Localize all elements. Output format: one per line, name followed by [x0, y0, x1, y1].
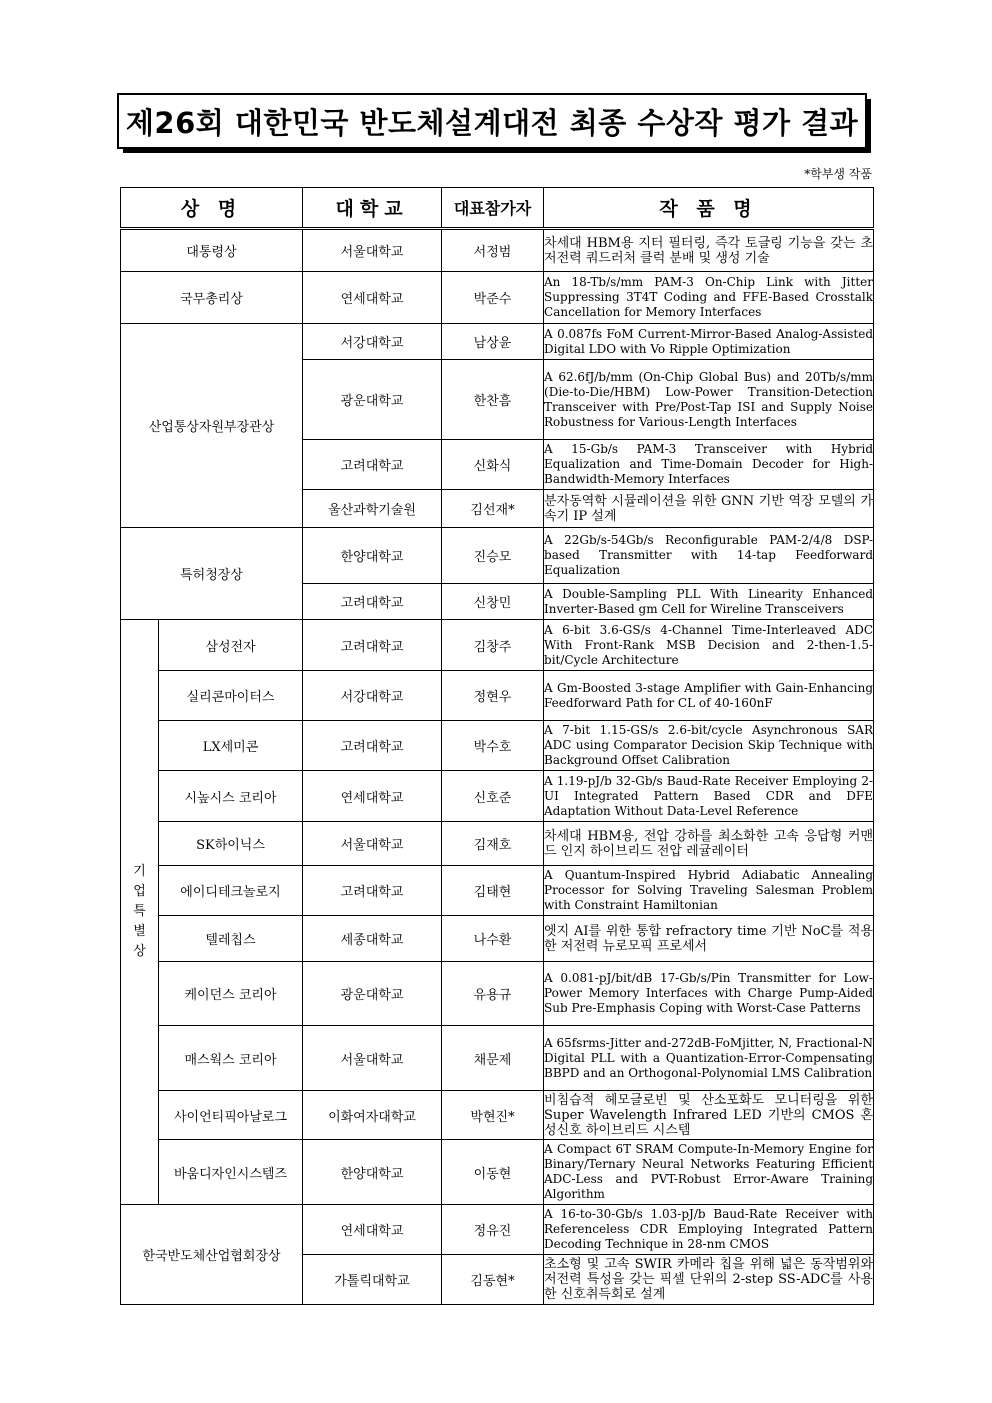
award-cell: 에이디테크놀로지: [159, 866, 303, 916]
representative-cell: 박수호: [442, 721, 544, 771]
representative-cell: 나수환: [442, 916, 544, 962]
representative-cell: 진승모: [442, 528, 544, 584]
header-award: 상 명: [121, 188, 303, 229]
university-cell: 연세대학교: [303, 771, 442, 822]
university-cell: 한양대학교: [303, 528, 442, 584]
work-title-cell: A Compact 6T SRAM Compute-In-Memory Engine for Binary/Ternary Neural Networks Featuring Efficient ADC-Less and PVT-Robust Error-Aware Training Algorithm: [544, 1140, 874, 1205]
table-row: [121, 229, 874, 272]
table-row: [121, 1026, 874, 1091]
work-title-cell: 분자동역학 시뮬레이션을 위한 GNN 기반 역장 모델의 가속기 IP 설계: [544, 490, 874, 528]
work-title-cell: A 6-bit 3.6-GS/s 4-Channel Time-Interleaved ADC With Front-Rank MSB Decision and 2-then-1.5-bit/Cycle Architecture: [544, 620, 874, 671]
group-char: 상: [133, 944, 146, 959]
work-title-cell: A 1.19-pJ/b 32-Gb/s Baud-Rate Receiver Employing 2-UI Integrated Pattern Based CDR and DFE Adaptation Without Data-Level Reference: [544, 771, 874, 822]
university-cell: 서울대학교: [303, 1026, 442, 1091]
university-cell: 연세대학교: [303, 272, 442, 324]
table-row: [121, 822, 874, 866]
award-cell: 산업통상자원부장관상: [121, 324, 303, 528]
representative-cell: 박준수: [442, 272, 544, 324]
award-cell: 특허청장상: [121, 528, 303, 620]
representative-cell: 김선재*: [442, 490, 544, 528]
representative-cell: 이동현: [442, 1140, 544, 1205]
representative-cell: 정현우: [442, 671, 544, 721]
table-row: [121, 1205, 874, 1255]
work-title-cell: 초소형 및 고속 SWIR 카메라 칩을 위해 넓은 동작범위와 저전력 특성을 갖는 픽셀 단위의 2-step SS-ADC를 사용한 신호취득회로 설계: [544, 1255, 874, 1305]
table-row: [121, 1091, 874, 1140]
university-cell: 이화여자대학교: [303, 1091, 442, 1140]
work-title-cell: A 0.081-pJ/bit/dB 17-Gb/s/Pin Transmitter for Low-Power Memory Interfaces with Charge Pump-Aided Sub Pre-Emphasis Coping with Worst-Case Patterns: [544, 962, 874, 1026]
table-row: [121, 620, 874, 671]
work-title-cell: A 0.087fs FoM Current-Mirror-Based Analog-Assisted Digital LDO with Vo Ripple Optimization: [544, 324, 874, 360]
representative-cell: 한찬흠: [442, 360, 544, 440]
table-row: [121, 771, 874, 822]
representative-cell: 남상윤: [442, 324, 544, 360]
representative-cell: 신창민: [442, 584, 544, 620]
header-row: [121, 188, 874, 229]
award-cell: 실리콘마이터스: [159, 671, 303, 721]
title-banner: [117, 93, 869, 151]
university-cell: 서강대학교: [303, 671, 442, 721]
university-cell: 서울대학교: [303, 229, 442, 272]
header-work: 작 품 명: [544, 188, 874, 229]
award-cell: 텔레칩스: [159, 916, 303, 962]
university-cell: 고려대학교: [303, 866, 442, 916]
university-cell: 고려대학교: [303, 620, 442, 671]
work-title-cell: A Double-Sampling PLL With Linearity Enhanced Inverter-Based gm Cell for Wireline Transceivers: [544, 584, 874, 620]
work-title-cell: 비침습적 헤모글로빈 및 산소포화도 모니터링을 위한 Super Wavelength Infrared LED 기반의 CMOS 혼성신호 하이브리드 시스템: [544, 1092, 874, 1138]
group-char: 별: [133, 924, 146, 939]
university-cell: 한양대학교: [303, 1140, 442, 1205]
university-cell: 울산과학기술원: [303, 490, 442, 528]
award-cell: 바움디자인시스템즈: [159, 1140, 303, 1205]
representative-cell: 박현진*: [442, 1091, 544, 1140]
undergrad-note: *학부생 작품: [804, 167, 872, 181]
title-box: [117, 93, 867, 149]
work-title-cell: A 7-bit 1.15-GS/s 2.6-bit/cycle Asynchronous SAR ADC using Comparator Decision Skip Technique with Background Offset Calibration: [544, 721, 874, 771]
work-title-cell: 차세대 HBM용, 전압 강하를 최소화한 고속 응답형 커맨드 인지 하이브리드 전압 레귤레이터: [544, 822, 874, 866]
table-row: [121, 916, 874, 962]
page-title: 제26회 대한민국 반도체설계대전 최종 수상작 평가 결과: [125, 105, 859, 140]
award-cell: 케이던스 코리아: [159, 962, 303, 1026]
awards-table: [120, 187, 874, 1305]
university-cell: 광운대학교: [303, 962, 442, 1026]
table-row: [121, 721, 874, 771]
award-cell: 대통령상: [121, 229, 303, 272]
representative-cell: 유용규: [442, 962, 544, 1026]
work-title-cell: An 18-Tb/s/mm PAM-3 On-Chip Link with Jitter Suppressing 3T4T Coding and FFE-Based Crosstalk Cancellation for Memory Interfaces: [544, 272, 874, 324]
university-cell: 고려대학교: [303, 584, 442, 620]
table-row: [121, 324, 874, 360]
company-award-group: [121, 620, 159, 1205]
university-cell: 서강대학교: [303, 324, 442, 360]
work-title-cell: A Gm-Boosted 3-stage Amplifier with Gain-Enhancing Feedforward Path for CL of 40-160nF: [544, 671, 874, 721]
university-cell: 고려대학교: [303, 440, 442, 490]
table-row: [121, 272, 874, 324]
work-title-cell: 차세대 HBM용 지터 필터링, 즉각 토글링 기능을 갖는 초저전력 쿼드러처 클럭 분배 및 생성 기술: [544, 229, 874, 272]
work-title-cell: A 62.6fJ/b/mm (On-Chip Global Bus) and 20Tb/s/mm (Die-to-Die/HBM) Low-Power Transition-Detection Transceiver with Pre/Post-Tap ISI and Supply Noise Robustness for Various-Length Interfaces: [544, 360, 874, 440]
work-title-cell: A 15-Gb/s PAM-3 Transceiver with Hybrid Equalization and Time-Domain Decoder for High-Bandwidth-Memory Interfaces: [544, 440, 874, 490]
table-row: [121, 962, 874, 1026]
university-cell: 세종대학교: [303, 916, 442, 962]
table-row: [121, 671, 874, 721]
work-title-cell: A 65fsrms-Jitter and-272dB-FoMjitter, N, Fractional-N Digital PLL with a Quantization-Error-Compensating BBPD and an Orthogonal-Polynomial LMS Calibration: [544, 1026, 874, 1091]
award-cell: 한국반도체산업협회장상: [121, 1205, 303, 1305]
university-cell: 연세대학교: [303, 1205, 442, 1255]
representative-cell: 김재호: [442, 822, 544, 866]
header-university: 대학교: [303, 188, 442, 229]
award-cell: 시높시스 코리아: [159, 771, 303, 822]
university-cell: 광운대학교: [303, 360, 442, 440]
group-char: 업: [133, 884, 146, 899]
work-title-cell: A 16-to-30-Gb/s 1.03-pJ/b Baud-Rate Receiver with Referenceless CDR Employing Integrated Pattern Decoding Technique in 28-nm CMOS: [544, 1205, 874, 1255]
award-cell: 사이언티픽아날로그: [159, 1091, 303, 1140]
group-char: 특: [133, 904, 146, 919]
representative-cell: 김동현*: [442, 1255, 544, 1305]
representative-cell: 김태현: [442, 866, 544, 916]
table-row: [121, 866, 874, 916]
header-representative: 대표참가자: [442, 188, 544, 229]
work-title-cell: 엣지 AI를 위한 통합 refractory time 기반 NoC를 적용한 저전력 뉴로모픽 프로세서: [544, 916, 874, 962]
university-cell: 서울대학교: [303, 822, 442, 866]
representative-cell: 정유진: [442, 1205, 544, 1255]
representative-cell: 서정범: [442, 229, 544, 272]
award-cell: 매스웍스 코리아: [159, 1026, 303, 1091]
group-char: 기: [133, 864, 146, 879]
work-title-cell: A 22Gb/s-54Gb/s Reconfigurable PAM-2/4/8 DSP-based Transmitter with 14-tap Feedforward Equalization: [544, 528, 874, 584]
award-cell: 삼성전자: [159, 620, 303, 671]
representative-cell: 신호준: [442, 771, 544, 822]
work-title-cell: A Quantum-Inspired Hybrid Adiabatic Annealing Processor for Solving Traveling Salesman Problem with Constraint Hamiltonian: [544, 866, 874, 916]
award-cell: LX세미콘: [159, 721, 303, 771]
representative-cell: 신화식: [442, 440, 544, 490]
table-row: [121, 1140, 874, 1205]
representative-cell: 김창주: [442, 620, 544, 671]
university-cell: 고려대학교: [303, 721, 442, 771]
representative-cell: 채문제: [442, 1026, 544, 1091]
university-cell: 가톨릭대학교: [303, 1255, 442, 1305]
award-cell: 국무총리상: [121, 272, 303, 324]
table-row: [121, 528, 874, 584]
award-cell: SK하이닉스: [159, 822, 303, 866]
